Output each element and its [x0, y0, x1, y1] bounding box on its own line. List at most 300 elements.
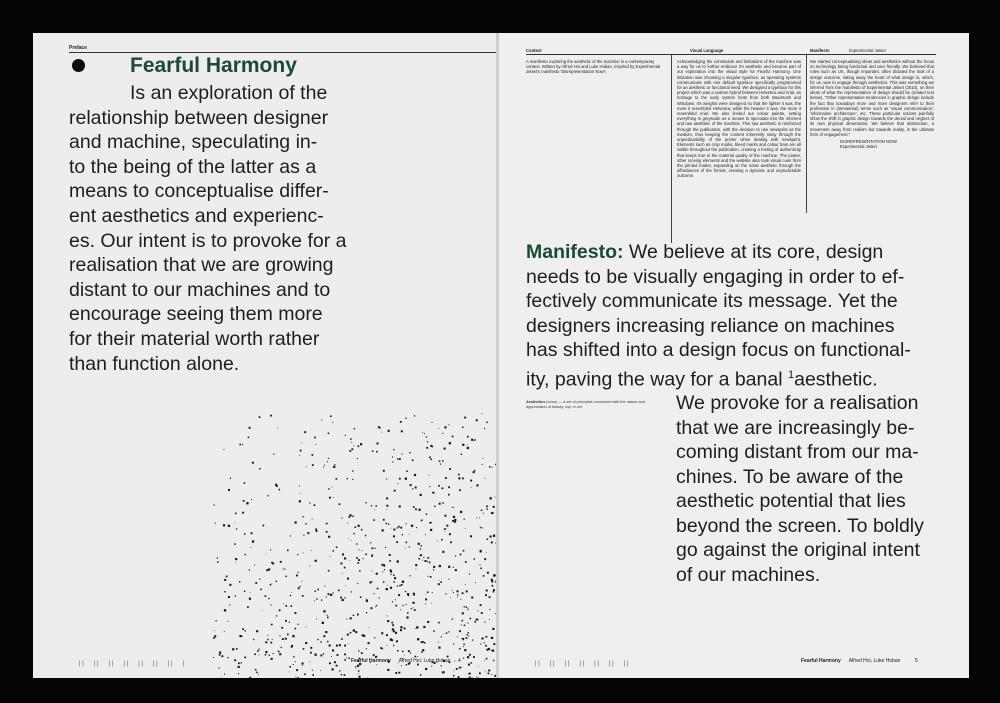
noise-dot — [384, 564, 385, 565]
noise-dot — [320, 655, 322, 657]
noise-dot — [473, 471, 475, 473]
noise-dot — [236, 528, 237, 529]
noise-dot — [442, 551, 444, 553]
noise-dot — [373, 519, 375, 521]
noise-dot — [306, 467, 307, 468]
noise-dot — [235, 513, 237, 515]
noise-dot — [419, 509, 421, 511]
noise-dot — [485, 645, 487, 647]
noise-dot — [299, 455, 300, 456]
column-divider — [806, 55, 807, 213]
noise-dot — [328, 488, 329, 489]
noise-dot — [486, 658, 488, 660]
noise-dot — [469, 573, 470, 574]
manifesto-line: designers increasing reliance on machines — [526, 314, 895, 337]
noise-dot — [268, 568, 270, 570]
noise-dot — [486, 636, 488, 638]
noise-dot — [353, 533, 354, 534]
noise-dot — [299, 500, 301, 502]
noise-dot — [426, 447, 428, 449]
noise-dot — [438, 622, 440, 624]
noise-dot — [341, 563, 343, 565]
noise-dot — [455, 569, 457, 571]
noise-dot — [284, 569, 285, 570]
noise-dot — [467, 447, 469, 449]
noise-dot — [341, 638, 343, 640]
noise-dot — [298, 572, 299, 573]
noise-dot — [218, 668, 219, 669]
noise-dot — [355, 526, 357, 528]
noise-dot — [302, 663, 304, 665]
noise-dot — [467, 623, 468, 624]
noise-dot — [351, 591, 352, 592]
noise-dot — [414, 595, 415, 596]
noise-dot — [219, 654, 221, 656]
footer-authors: Alfred Hoi, Luke Hoban — [398, 658, 451, 664]
noise-dot — [346, 619, 347, 620]
noise-dot — [406, 616, 408, 618]
noise-dot — [332, 422, 333, 423]
provoke-line: go against the original intent — [676, 539, 920, 561]
noise-dot — [280, 561, 282, 563]
noise-dot — [438, 583, 440, 585]
noise-dot — [410, 652, 411, 653]
noise-dot — [344, 567, 346, 569]
noise-dot — [467, 444, 468, 445]
noise-dot — [471, 662, 473, 664]
noise-dot — [455, 556, 456, 557]
noise-dot — [296, 575, 298, 577]
noise-dot — [466, 590, 468, 592]
footnote-mark: 1 — [787, 368, 795, 381]
noise-dot — [291, 645, 293, 647]
noise-dot — [484, 642, 485, 643]
noise-dot — [346, 657, 347, 658]
noise-dot — [446, 525, 448, 527]
noise-dot — [393, 645, 394, 646]
noise-dot — [416, 527, 417, 528]
noise-dot — [213, 638, 214, 639]
noise-dot — [330, 556, 331, 557]
noise-dot — [464, 606, 465, 607]
noise-dot — [383, 519, 385, 521]
noise-dot — [489, 596, 491, 598]
noise-dot — [446, 528, 447, 529]
noise-dot — [325, 631, 327, 633]
noise-dot — [334, 464, 335, 465]
noise-dot — [228, 525, 230, 527]
noise-dot — [397, 458, 399, 460]
noise-dot — [347, 634, 349, 636]
noise-dot — [491, 637, 493, 639]
noise-dot — [453, 507, 454, 508]
noise-dot — [464, 519, 465, 520]
noise-dot — [480, 568, 482, 570]
noise-dot — [452, 619, 453, 620]
noise-dot — [235, 595, 236, 596]
noise-dot — [290, 595, 291, 596]
noise-dot — [416, 569, 417, 570]
noise-dot — [387, 645, 388, 646]
noise-dot — [420, 555, 421, 556]
noise-dot — [265, 654, 267, 656]
noise-dot — [228, 489, 230, 491]
noise-dot — [448, 579, 449, 580]
noise-dot — [300, 450, 302, 452]
context-text: A manifesto exploring the aesthetic of the machine in a contemporary context. Written by Alfred Hoi and Luke Hoban, inspired by Experimental Jetset's manifesto 'Disrepresentation Now!'. — [526, 59, 660, 75]
body-line: and machine, speculating in- — [69, 131, 318, 154]
column-divider — [671, 55, 672, 243]
noise-dot — [424, 642, 426, 644]
noise-dot — [239, 635, 241, 637]
noise-dot — [426, 436, 427, 437]
noise-dot — [465, 584, 466, 585]
noise-dot — [461, 667, 462, 668]
noise-dot — [329, 662, 331, 664]
noise-dot — [369, 581, 371, 583]
noise-dot — [254, 565, 255, 566]
noise-dot — [401, 584, 403, 586]
noise-dot — [291, 605, 293, 607]
noise-dot — [430, 576, 432, 578]
noise-dot — [405, 418, 406, 419]
noise-dot — [439, 460, 441, 462]
noise-dot — [309, 661, 310, 662]
noise-dot — [433, 569, 434, 570]
noise-dot — [256, 672, 258, 674]
noise-dot — [305, 523, 306, 524]
noise-dot — [375, 548, 376, 549]
noise-dot — [384, 569, 385, 570]
noise-dot — [217, 557, 218, 558]
noise-dot — [465, 561, 467, 563]
noise-dot — [468, 664, 470, 666]
noise-dot — [349, 450, 351, 452]
noise-dot — [312, 670, 313, 671]
noise-dot — [437, 540, 438, 541]
noise-dot — [395, 672, 397, 674]
noise-dot — [227, 657, 228, 658]
noise-dot — [391, 622, 393, 624]
noise-dot — [255, 669, 257, 671]
noise-dot — [390, 587, 392, 589]
noise-dot — [438, 647, 440, 649]
noise-dot — [377, 428, 378, 429]
noise-dot — [427, 591, 429, 593]
noise-dot — [347, 578, 349, 580]
noise-dot — [448, 494, 450, 496]
noise-dot — [400, 421, 402, 423]
noise-dot — [444, 528, 446, 530]
noise-dot — [360, 443, 362, 445]
noise-dot — [461, 625, 462, 626]
noise-dot — [481, 510, 483, 512]
noise-dot — [309, 566, 310, 567]
noise-dot — [270, 415, 272, 417]
provoke-line: beyond the screen. To boldly — [676, 514, 924, 537]
noise-dot — [301, 581, 302, 582]
noise-dot — [332, 487, 333, 488]
noise-dot — [303, 648, 305, 650]
noise-dot — [449, 468, 451, 470]
manifesto-line: ity, paving the way for a banal — [526, 368, 783, 391]
noise-dot — [467, 436, 469, 438]
noise-dot — [452, 520, 454, 522]
noise-dot — [425, 534, 426, 535]
noise-dot — [216, 620, 217, 621]
noise-dot — [234, 659, 236, 661]
noise-dot — [314, 600, 315, 601]
noise-dot — [391, 528, 392, 529]
noise-dot — [315, 654, 317, 656]
noise-dot — [285, 576, 287, 578]
noise-dot — [441, 665, 442, 666]
noise-dot — [485, 594, 487, 596]
noise-dot — [455, 521, 457, 523]
noise-dot — [359, 549, 360, 550]
noise-dot — [410, 484, 412, 486]
noise-dot — [484, 622, 485, 623]
noise-dot — [484, 428, 485, 429]
noise-dot — [323, 467, 324, 468]
noise-dot — [266, 569, 268, 571]
noise-dot — [386, 478, 387, 479]
noise-dot — [472, 640, 473, 641]
noise-dot — [303, 535, 304, 536]
noise-dot — [330, 594, 332, 596]
noise-dot — [316, 530, 318, 532]
noise-dot — [363, 635, 365, 637]
noise-dot — [239, 444, 241, 446]
noise-dot — [279, 489, 281, 491]
noise-dot — [365, 554, 367, 556]
noise-dot — [361, 529, 363, 531]
noise-dot — [462, 612, 464, 614]
noise-dot — [427, 621, 429, 623]
noise-dot — [406, 542, 408, 544]
noise-dot — [441, 539, 443, 541]
noise-dot — [431, 459, 433, 461]
noise-dot — [430, 529, 432, 531]
noise-dot — [386, 509, 387, 510]
noise-dot — [471, 487, 472, 488]
noise-dot — [491, 650, 492, 651]
noise-dot — [409, 452, 410, 453]
noise-dot — [251, 547, 252, 548]
noise-dot — [404, 655, 405, 656]
noise-dot — [465, 528, 466, 529]
provoke-line: that we are increasingly be- — [676, 416, 915, 439]
noise-dot — [429, 562, 431, 564]
noise-dot — [238, 666, 240, 668]
body-line: distant to our machines and to — [69, 278, 331, 301]
noise-dot — [467, 634, 468, 635]
noise-dot — [234, 543, 236, 545]
noise-dot — [305, 642, 307, 644]
noise-dot — [244, 591, 245, 592]
body-line: ent aesthetics and experienc- — [69, 204, 324, 227]
noise-dot — [356, 668, 357, 669]
noise-dot — [296, 677, 297, 678]
noise-dot — [235, 558, 237, 560]
noise-dot — [244, 657, 246, 659]
noise-dot — [279, 653, 281, 655]
noise-dot — [289, 672, 290, 673]
noise-dot — [487, 539, 489, 541]
noise-dot — [263, 525, 265, 527]
noise-dot — [482, 637, 484, 639]
column-heading-manifesto: Manifesto — [810, 48, 830, 53]
noise-dot — [468, 635, 469, 636]
noise-dot — [387, 585, 388, 586]
noise-dot — [386, 634, 388, 636]
noise-dot — [386, 588, 388, 590]
noise-dot — [333, 550, 335, 552]
noise-dot — [486, 552, 487, 553]
noise-dot — [302, 595, 304, 597]
noise-dot — [402, 534, 403, 535]
noise-dot — [464, 625, 466, 627]
noise-dot — [459, 630, 461, 632]
noise-dot — [291, 592, 292, 593]
noise-dot — [356, 557, 358, 559]
noise-dot — [265, 641, 267, 643]
noise-dot — [268, 598, 269, 599]
noise-dot — [442, 433, 443, 434]
provoke-line: coming distant from our ma- — [676, 441, 919, 463]
noise-dot — [226, 577, 227, 578]
noise-dot — [246, 502, 248, 504]
noise-dot — [392, 457, 393, 458]
noise-dot — [412, 602, 413, 603]
noise-dot — [316, 619, 317, 620]
noise-dot — [487, 572, 489, 574]
noise-dot — [320, 670, 321, 671]
noise-dot — [214, 630, 215, 631]
noise-dot — [470, 618, 472, 620]
noise-dot — [256, 630, 258, 632]
noise-dot — [374, 637, 375, 638]
noise-dot — [394, 577, 396, 579]
noise-dot — [372, 451, 374, 453]
page-number: 4 — [458, 658, 461, 664]
noise-dot — [297, 677, 299, 678]
noise-dot — [483, 575, 485, 577]
noise-dot — [491, 541, 493, 543]
noise-dot — [351, 442, 352, 443]
noise-dot — [272, 639, 273, 640]
noise-dot — [242, 512, 244, 514]
noise-dot — [486, 422, 488, 424]
noise-dot — [388, 430, 390, 432]
noise-dot — [260, 589, 262, 591]
noise-dot — [442, 502, 444, 504]
body-line: relationship between designer — [69, 106, 329, 129]
noise-dot — [347, 478, 348, 479]
noise-dot — [445, 477, 447, 479]
noise-dot — [242, 444, 243, 445]
noise-dot — [453, 567, 454, 568]
noise-dot — [317, 589, 319, 591]
noise-dot — [393, 630, 395, 632]
noise-dot — [280, 635, 281, 636]
noise-dot — [219, 652, 221, 654]
noise-dot — [488, 670, 490, 672]
noise-dot — [396, 640, 398, 642]
noise-dot — [468, 632, 469, 633]
noise-dot — [354, 428, 355, 429]
noise-dot — [462, 638, 463, 639]
noise-dot — [408, 595, 410, 597]
noise-dot — [480, 604, 482, 606]
noise-dot — [376, 656, 377, 657]
noise-dot — [245, 630, 246, 631]
noise-dot — [448, 486, 450, 488]
noise-dot — [310, 652, 312, 654]
noise-dot — [279, 609, 281, 611]
noise-dot — [458, 477, 460, 479]
noise-dot — [444, 448, 446, 450]
noise-dot — [466, 637, 468, 639]
noise-dot — [365, 502, 366, 503]
noise-dot — [260, 468, 261, 469]
noise-dot — [374, 593, 375, 594]
noise-dot — [333, 497, 334, 498]
noise-dot — [397, 650, 399, 652]
noise-dot — [476, 419, 478, 421]
noise-dot — [463, 638, 465, 640]
noise-dot — [405, 591, 406, 592]
noise-dot — [482, 527, 483, 528]
noise-dot — [386, 523, 388, 525]
noise-dot — [428, 576, 429, 577]
manifesto-line: needs to be visually engaging in order to ef- — [526, 265, 905, 288]
noise-dot — [328, 570, 330, 572]
noise-dot — [371, 607, 373, 609]
noise-dot — [491, 513, 492, 514]
noise-dot — [416, 626, 418, 628]
noise-dot — [249, 598, 251, 600]
noise-dot — [245, 554, 246, 555]
noise-dot — [402, 605, 403, 606]
noise-dot — [414, 415, 415, 416]
noise-dot — [317, 639, 318, 640]
noise-dot — [400, 629, 402, 631]
noise-dot — [392, 461, 393, 462]
noise-dot — [259, 654, 260, 655]
noise-dot — [382, 529, 384, 531]
noise-dot — [493, 591, 495, 593]
noise-dot — [328, 593, 330, 595]
noise-dot — [277, 428, 278, 429]
noise-dot — [267, 635, 268, 636]
noise-dot — [265, 595, 267, 597]
noise-dot — [244, 533, 246, 535]
noise-dot — [385, 547, 386, 548]
noise-dot — [458, 474, 460, 476]
noise-dot — [467, 609, 468, 610]
noise-dot — [397, 483, 398, 484]
noise-dot — [432, 592, 433, 593]
noise-dot — [281, 647, 282, 648]
noise-dot — [479, 672, 481, 674]
noise-dot — [311, 550, 312, 551]
noise-dot — [259, 416, 261, 418]
noise-dot — [397, 560, 399, 562]
noise-dot — [462, 620, 464, 622]
noise-dot — [493, 660, 494, 661]
noise-dot — [486, 590, 488, 592]
